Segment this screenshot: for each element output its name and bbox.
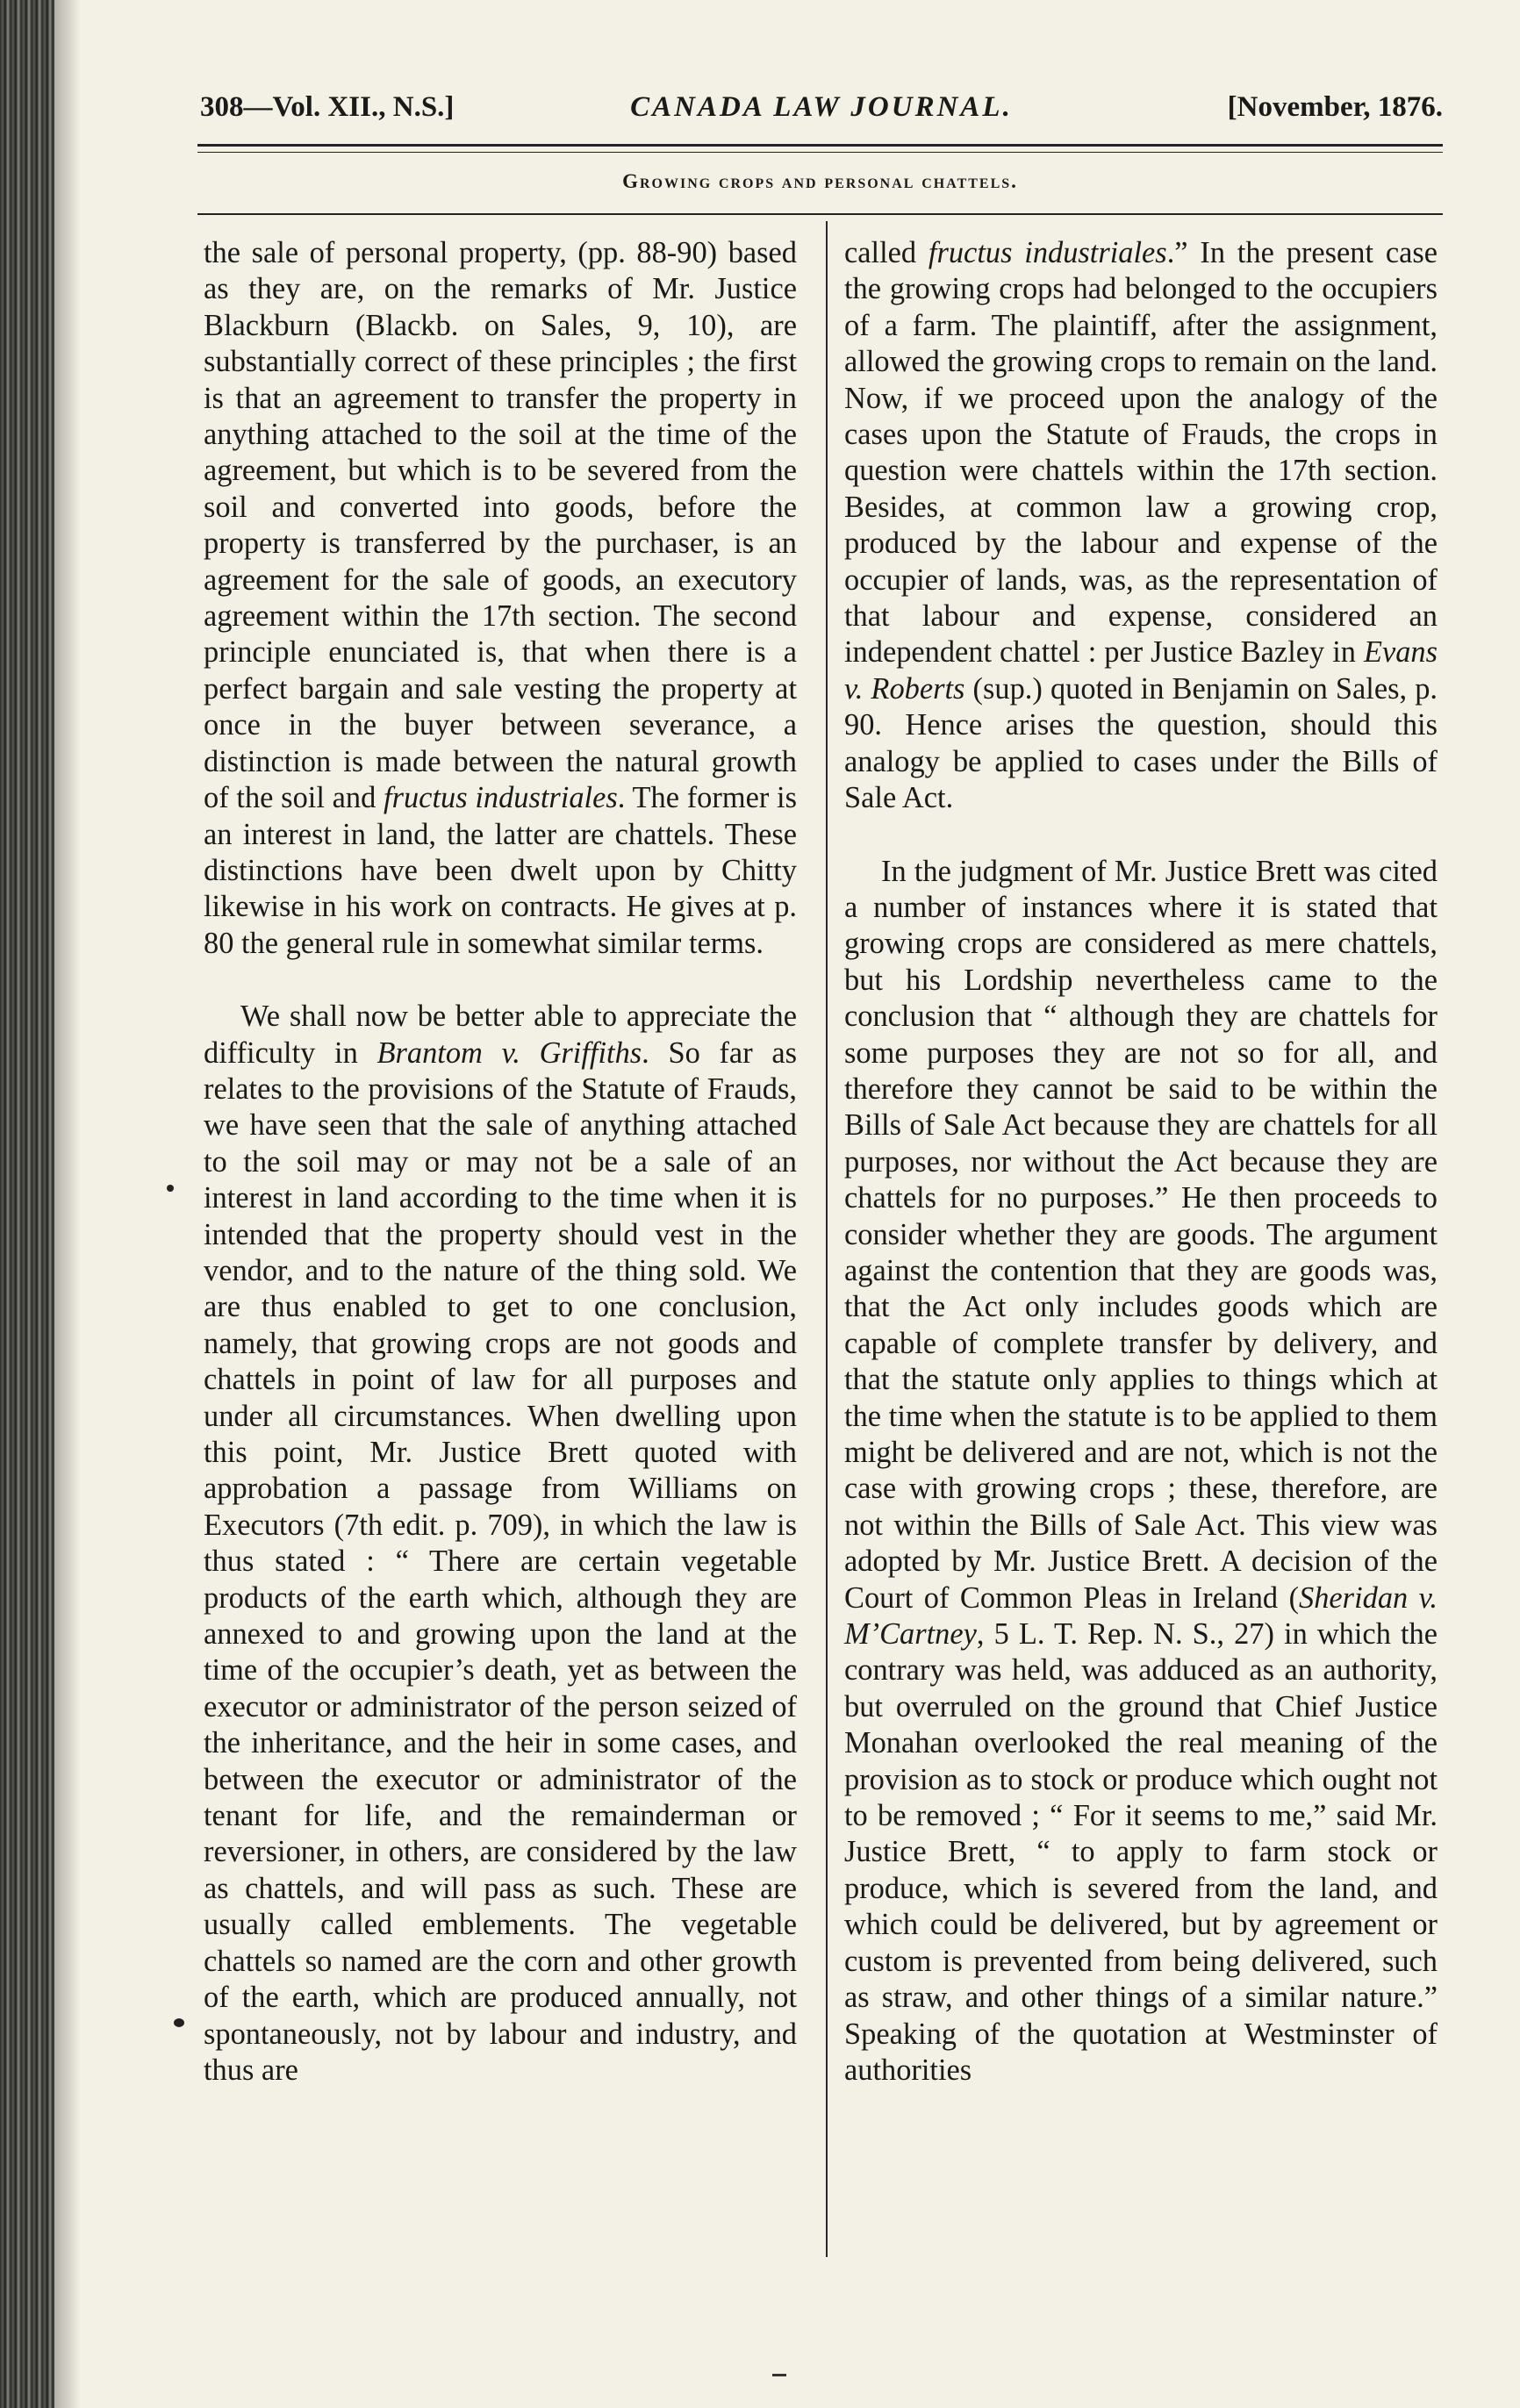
right-p1-text-a: called [844, 236, 928, 269]
right-p2-text-b: , 5 L. T. Rep. N. S., 27) in which the contrary was held, was adduced as an authority, but overruled on the ground that Chief Justice Monahan overlooked the real meaning of the provision as to stock or produce which ought not to be removed ; “ For it seems to me,” said Mr. Justice Brett, “ to apply to farm stock or produce, which is severed from the land, and which could be delivered, but by agreement or custom is prevented from being delivered, such as straw, and other things of a similar nature.” Speaking of the quotation at Westminster of authorities [844, 1617, 1438, 2087]
print-speck [167, 1185, 174, 1192]
book-binding-edge [0, 0, 54, 2408]
right-paragraph-1 [844, 235, 1438, 817]
section-rule [197, 213, 1443, 215]
binding-shadow [54, 0, 81, 2408]
left-p1-text-a: the sale of personal property, (pp. 88-90) based as they are, on the remarks of Mr. Justice Blackburn (Blackb. on Sales, 9, 10), are substantially correct of these principles ; the first is that an agreement to transfer the property in anything attached to the soil at the time of the agreement, but which is to be severed from the soil and converted into goods, before the property is transferred by the purchaser, is an agreement for the sale of goods, an executory agreement within the 17th section. The second principle enunciated is, that when there is a perfect bargain and sale vesting the property at once in the buyer between severance, a distinction is made between the natural growth of the soil and [204, 236, 797, 815]
print-speck [174, 2018, 184, 2027]
right-paragraph-2 [844, 854, 1438, 2089]
left-p2-italic-case: Brantom v. Griffiths [376, 1036, 642, 1070]
left-paragraph-1 [204, 235, 797, 962]
right-p1-text-c: (sup.) quoted in Benjamin on Sales, p. 90. Hence arises the question, should this analogy be applied to cases under the Bills of Sale Act. [844, 671, 1438, 815]
right-p2-italic-case: Sheridan v. M’Cartney [844, 1580, 1438, 1652]
column-divider [826, 221, 828, 2257]
header-rule-thin [197, 152, 1443, 153]
left-p2-text-a: We shall now be better able to appreciate the difficulty in [204, 1000, 797, 1070]
running-header [200, 86, 1443, 139]
header-journal-title: CANADA LAW JOURNAL. [630, 91, 1013, 123]
section-title: Growing crops and personal chattels. [622, 170, 1018, 192]
header-rule-thick [197, 144, 1443, 147]
left-p2-text-b: . So far as relates to the provisions of the Statute of Frauds, we have seen that the sale of anything attached to the soil may or may not be a sale of an interest in land according to the time when it is intended that the property should vest in the vendor, and to the nature of the thing sold. We are thus enabled to get to one conclusion, namely, that growing crops are not goods and chattels in point of law for all purposes and under all circumstances. When dwelling upon this point, Mr. Justice Brett quoted with approbation a passage from Williams on Executors (7th edit. p. 709), in which the law is thus stated : “ There are certain vegetable products of the earth which, although they are annexed to and growing upon the land at the time of the occupier’s death, yet as between the executor or administrator of the person seized of the inheritance, and the heir in some cases, and between the executor or administrator of the tenant for life, and the remainderman or reversioner, in others, are considered by the law as chattels, and will pass as such. These are usually called emblements. The vegetable chattels so named are the corn and other growth of the earth, which are produced annually, not spontaneously, not by labour and industry, and thus are [204, 1036, 797, 2087]
page-bottom-mark [772, 2374, 786, 2376]
right-p2-text-a: In the judgment of Mr. Justice Brett was cited a number of instances where it is stated that growing crops are considered as mere chattels, but his Lordship nevertheless came to the conclusion that “ although they are chattels for some purposes they are not so for all, and therefore they cannot be said to be within the Bills of Sale Act because they are chattels for all purposes, nor without the Act because they are chattels for no purposes.” He then proceeds to consider whether they are goods. The argument against the contention that they are goods was, that the Act only includes goods which are capable of complete transfer by delivery, and that the statute only applies to things which at the time when the statute is to be applied to them might be delivered and are not, which is not the case with growing crops ; these, therefore, are not within the Bills of Sale Act. This view was adopted by Mr. Justice Brett. A decision of the Court of Common Pleas in Ireland ( [844, 854, 1438, 1615]
left-paragraph-2 [204, 999, 797, 2089]
right-p1-text-b: .” In the present case the growing crops had belonged to the occupiers of a farm. The plaintiff, after the assignment, allowed the growing crops to remain on the land. Now, if we proceed upon the analogy of the cases upon the Statute of Frauds, the crops in question were chattels within the 17th section. Besides, at common law a growing crop, produced by the labour and expense of the occupier of lands, was, as the representation of that labour and expense, considered an independent chattel : per Justice Bazley in [844, 236, 1438, 670]
header-date: [November, 1876. [1227, 91, 1443, 123]
left-p1-italic: fructus industriales [384, 781, 618, 815]
header-volume: 308—Vol. XII., N.S.] [200, 91, 455, 123]
left-p1-text-b: . The former is an interest in land, the latter are chattels. These distinctions have been dwelt upon by Chitty likewise in his work on contracts. He gives at p. 80 the general rule in somewhat similar terms. [204, 781, 797, 960]
right-column [844, 235, 1438, 2089]
left-column [204, 235, 797, 2089]
right-p1-italic-case: Evans v. Roberts [844, 635, 1438, 706]
right-p1-italic-1: fructus industriales [928, 236, 1167, 269]
